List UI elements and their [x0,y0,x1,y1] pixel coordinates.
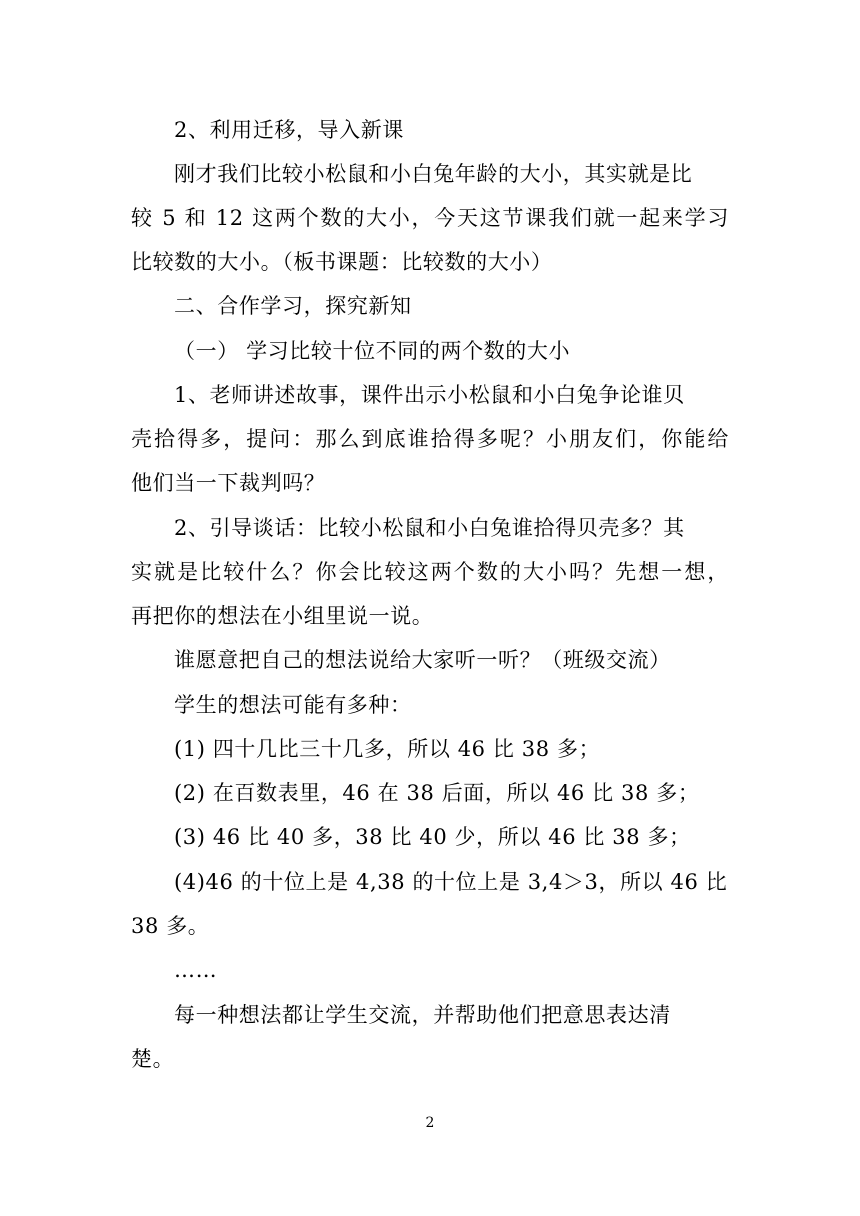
page-number: 2 [425,1115,435,1131]
paragraph-line: 他们当一下裁判吗？ [131,471,326,495]
section-heading: 二、合作学习，探究新知 [174,294,412,318]
paragraph-line: 谁愿意把自己的想法说给大家听一听？（班级交流） [174,648,671,672]
list-item-continuation: 38 多。 [131,914,210,938]
paragraph-line: 比较数的大小。（板书课题：比较数的大小） [131,250,553,274]
paragraph-line: 较 5 和 12 这两个数的大小，今天这节课我们就一起来学习 [131,206,729,230]
paragraph-line: 实就是比较什么？你会比较这两个数的大小吗？先想一想， [131,560,729,584]
paragraph-line: 2、引导谈话：比较小松鼠和小白兔谁拾得贝壳多？其 [174,516,685,540]
paragraph-line: 刚才我们比较小松鼠和小白兔年龄的大小，其实就是比 [174,162,693,186]
paragraph-line: 楚。 [131,1047,175,1071]
list-item: (1) 四十几比三十几多，所以 46 比 38 多； [174,737,601,761]
subsection-heading: （一） 学习比较十位不同的两个数的大小 [174,339,571,363]
paragraph-line: 学生的想法可能有多种： [174,693,412,717]
list-item: (2) 在百数表里，46 在 38 后面，所以 46 比 38 多； [174,781,700,805]
ellipsis: …… [174,958,218,982]
paragraph-line: 再把你的想法在小组里说一说。 [131,604,434,628]
paragraph-line: 壳拾得多，提问：那么到底谁拾得多呢？小朋友们，你能给 [131,427,729,451]
list-item: (3) 46 比 40 多，38 比 40 少，所以 46 比 38 多； [174,825,691,849]
list-item: (4)46 的十位上是 4,38 的十位上是 3,4＞3，所以 46 比 [174,870,728,894]
paragraph-line: 每一种想法都让学生交流，并帮助他们把意思表达清 [174,1003,671,1027]
paragraph-line: 1、老师讲述故事，课件出示小松鼠和小白兔争论谁贝 [174,383,685,407]
heading-line-2: 2、利用迁移，导入新课 [174,118,404,142]
